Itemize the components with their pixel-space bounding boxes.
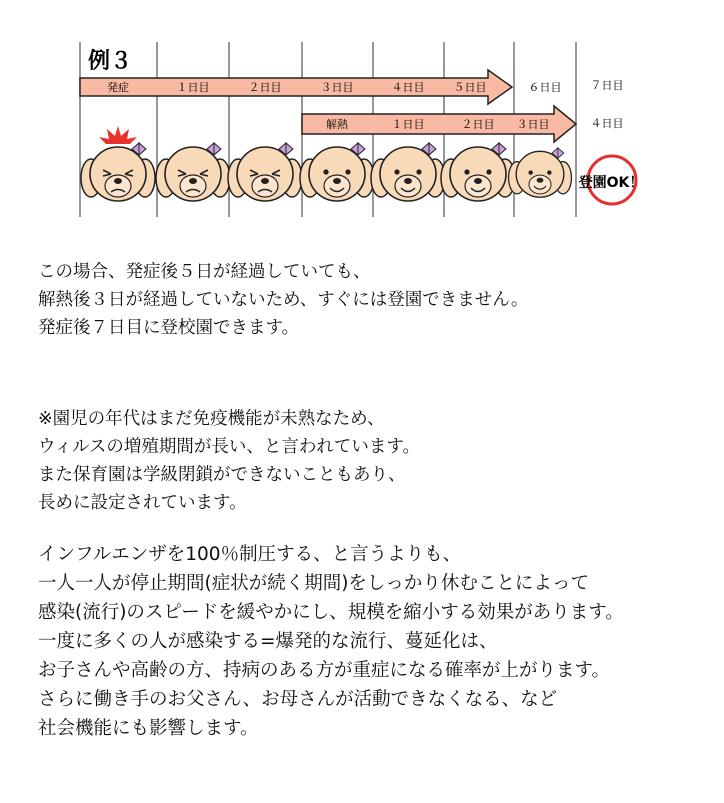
dog-face-icon — [441, 143, 515, 201]
fever-label-3: ３日目 — [516, 118, 550, 131]
fever-after-label: ４日目 — [590, 117, 624, 130]
text-line: お子さんや高齢の方、持病のある方が重症になる確率が上がります。 — [38, 660, 611, 681]
text-line: 一人一人が停止期間(症状が続く期間)をしっかり休むことによって — [38, 573, 589, 594]
text-line: 感染(流行)のスピードを緩やかにし、規模を縮小する効果があります。 — [38, 602, 624, 623]
onset-label-0: 発症 — [107, 81, 129, 94]
onset-after-label: ６日目 — [528, 81, 562, 94]
dog-face-icon — [228, 143, 302, 201]
dog-face-icon — [509, 148, 572, 197]
dog-face-icon — [81, 143, 155, 201]
text-line: 発症後７日目に登校園できます。 — [38, 318, 300, 338]
day7-label: ７日目 — [590, 79, 624, 92]
text-line: 解熱後３日が経過していないため、すぐには登園できません。 — [38, 290, 529, 310]
dog-face-icon — [300, 143, 374, 201]
ok-stamp — [578, 156, 644, 204]
text-line: 一度に多くの人が感染する=爆発的な流行、蔓延化は、 — [38, 631, 498, 652]
text-line: この場合、発症後５日が経過していても、 — [38, 262, 371, 282]
onset-label-2: ２日目 — [248, 81, 282, 94]
text-line: ウィルスの増殖期間が長い、と言われています。 — [38, 437, 421, 457]
fever-label-2: ２日目 — [461, 118, 495, 131]
onset-label-4: ４日目 — [391, 81, 425, 94]
onset-arrow — [80, 70, 512, 104]
dog-face-icon — [371, 143, 445, 201]
text-line: さらに働き手のお父さん、お母さんが活動できなくなる、など — [38, 689, 558, 710]
dog-face-icon — [156, 143, 230, 201]
onset-label-3: ３日目 — [320, 81, 354, 94]
paragraph-note — [38, 405, 420, 517]
fever-label-0: 解熱 — [326, 118, 348, 131]
timeline-diagram — [0, 0, 724, 230]
onset-label-1: １日目 — [176, 81, 210, 94]
dog-faces — [81, 143, 571, 201]
text-line: 社会機能にも影響します。 — [38, 718, 259, 739]
onset-label-5: ５日目 — [453, 81, 487, 94]
text-line: また保育園は学級閉鎖ができないこともあり、 — [38, 465, 406, 485]
fever-label-1: １日目 — [391, 118, 425, 131]
text-line: 長めに設定されています。 — [38, 493, 247, 513]
fever-burst-icon — [99, 126, 137, 144]
text-line: インフルエンザを100％制圧する、と言うよりも、 — [38, 544, 462, 565]
paragraph-explanation — [38, 258, 528, 342]
text-line: ※園児の年代はまだ免疫機能が未熟なため、 — [38, 409, 385, 429]
paragraph-purpose — [38, 540, 624, 743]
example-label: 例３ — [88, 49, 133, 74]
ok-label: 登園OK！ — [578, 175, 644, 191]
